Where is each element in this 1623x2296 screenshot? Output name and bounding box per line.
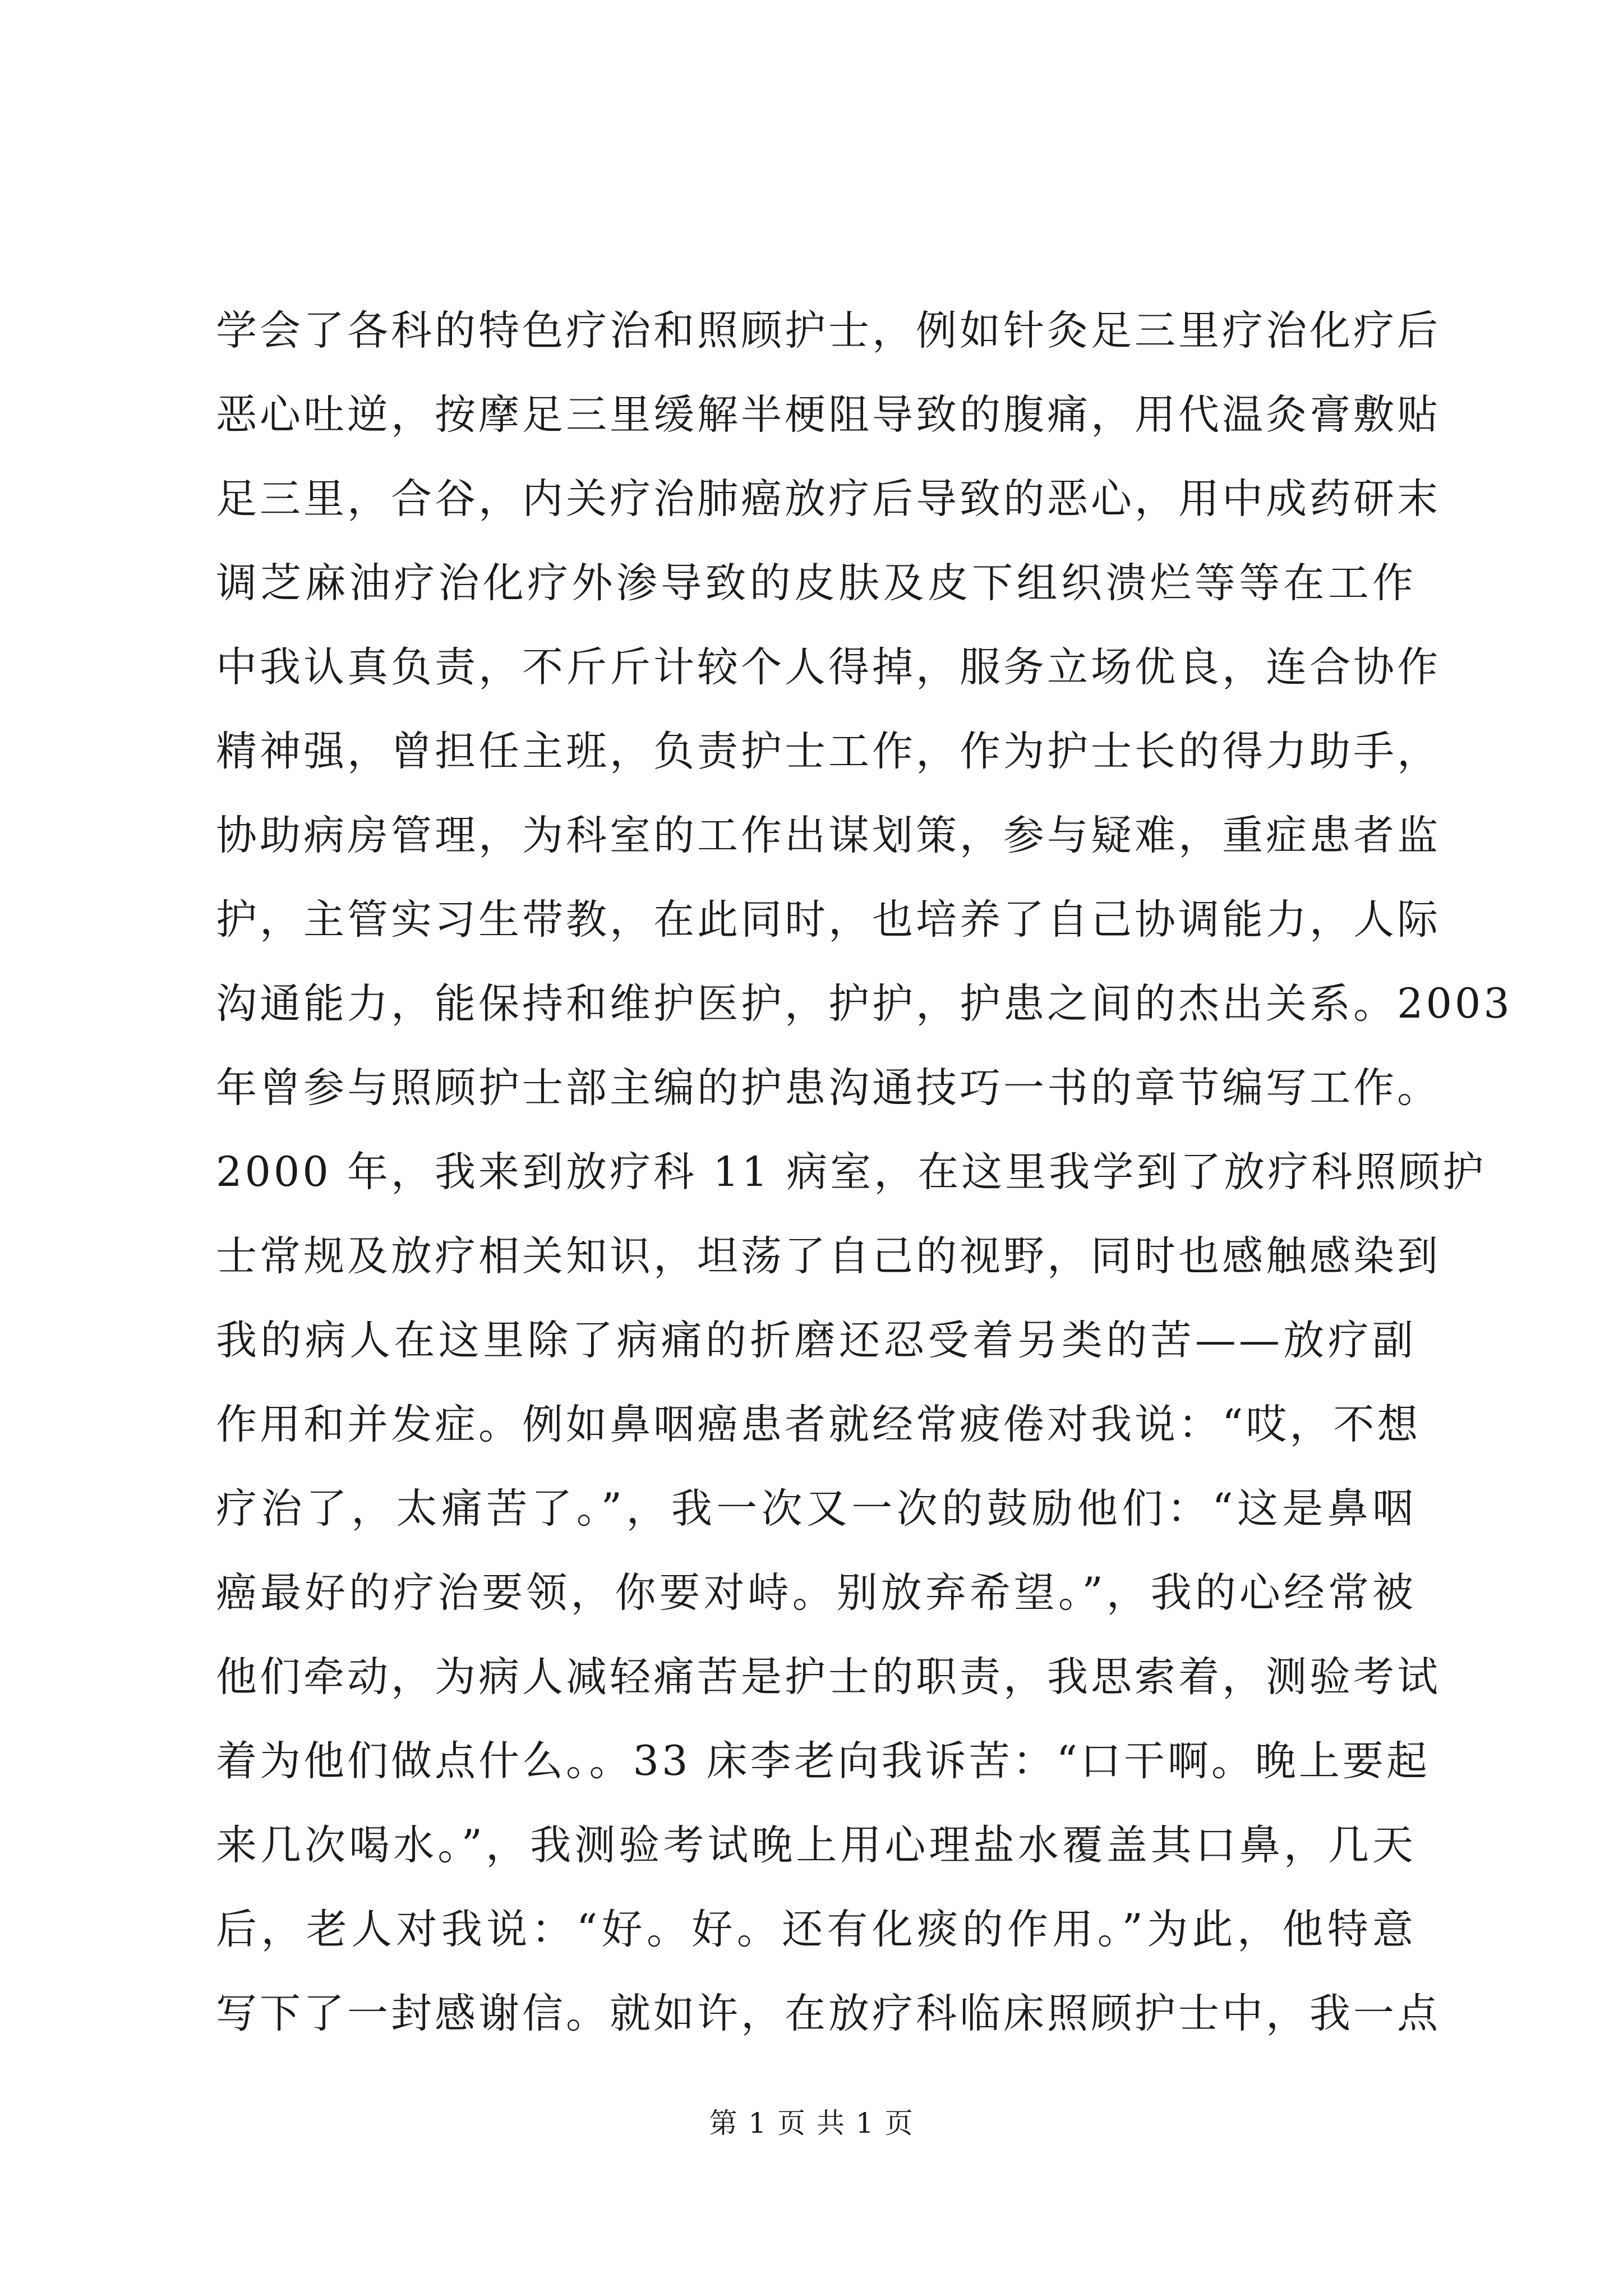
text-line: 足三里，合谷，内关疗治肺癌放疗后导致的恶心，用中成药研末 [216,475,1441,523]
text-line: 恶心吐逆，按摩足三里缓解半梗阻导致的腹痛，用代温灸膏敷贴 [216,391,1441,439]
text-line: 后，老人对我说：“好。好。还有化痰的作用。”为此，他特意 [216,1906,1416,1953]
text-line: 着为他们做点什么。。33 床李老向我诉苦：“口干啊。晚上要起 [216,1737,1430,1785]
text-line: 癌最好的疗治要领，你要对峙。别放弃希望。”，我的心经常被 [216,1569,1416,1617]
text-line: 2000 年，我来到放疗科 11 病室，在这里我学到了放疗科照顾护 [216,1148,1487,1196]
text-line: 沟通能力，能保持和维护医护，护护，护患之间的杰出关系。2003 [216,980,1513,1028]
text-line: 精神强，曾担任主班，负责护士工作，作为护士长的得力助手， [216,728,1441,775]
text-line: 作用和并发症。例如鼻咽癌患者就经常疲倦对我说：“哎，不想 [216,1401,1421,1448]
body-paragraph [216,289,1513,2056]
text-line: 年曾参与照顾护士部主编的护患沟通技巧一书的章节编写工作。 [216,1064,1441,1112]
text-line: 士常规及放疗相关知识，坦荡了自己的视野，同时也感触感染到 [216,1232,1441,1280]
text-line: 学会了各科的特色疗治和照顾护士，例如针灸足三里疗治化疗后 [216,307,1441,355]
text-line: 来几次喝水。”，我测验考试晚上用心理盐水覆盖其口鼻，几天 [216,1821,1416,1869]
text-line: 我的病人在这里除了病痛的折磨还忍受着另类的苦——放疗副 [216,1317,1416,1364]
text-line: 调芝麻油疗治化疗外渗导致的皮肤及皮下组织溃烂等等在工作 [216,559,1416,607]
text-line: 中我认真负责，不斤斤计较个人得掉，服务立场优良，连合协作 [216,643,1441,691]
text-line: 协助病房管理，为科室的工作出谋划策，参与疑难，重症患者监 [216,812,1441,859]
text-line: 疗治了，太痛苦了。”，我一次又一次的鼓励他们：“这是鼻咽 [216,1485,1416,1533]
text-line: 他们牵动，为病人减轻痛苦是护士的职责，我思索着，测验考试 [216,1653,1441,1701]
text-line: 护，主管实习生带教，在此同时，也培养了自己协调能力，人际 [216,896,1441,944]
text-line: 写下了一封感谢信。就如许，在放疗科临床照顾护士中，我一点 [216,1990,1441,2037]
page-number-footer: 第 1 页 共 1 页 [709,2107,914,2139]
